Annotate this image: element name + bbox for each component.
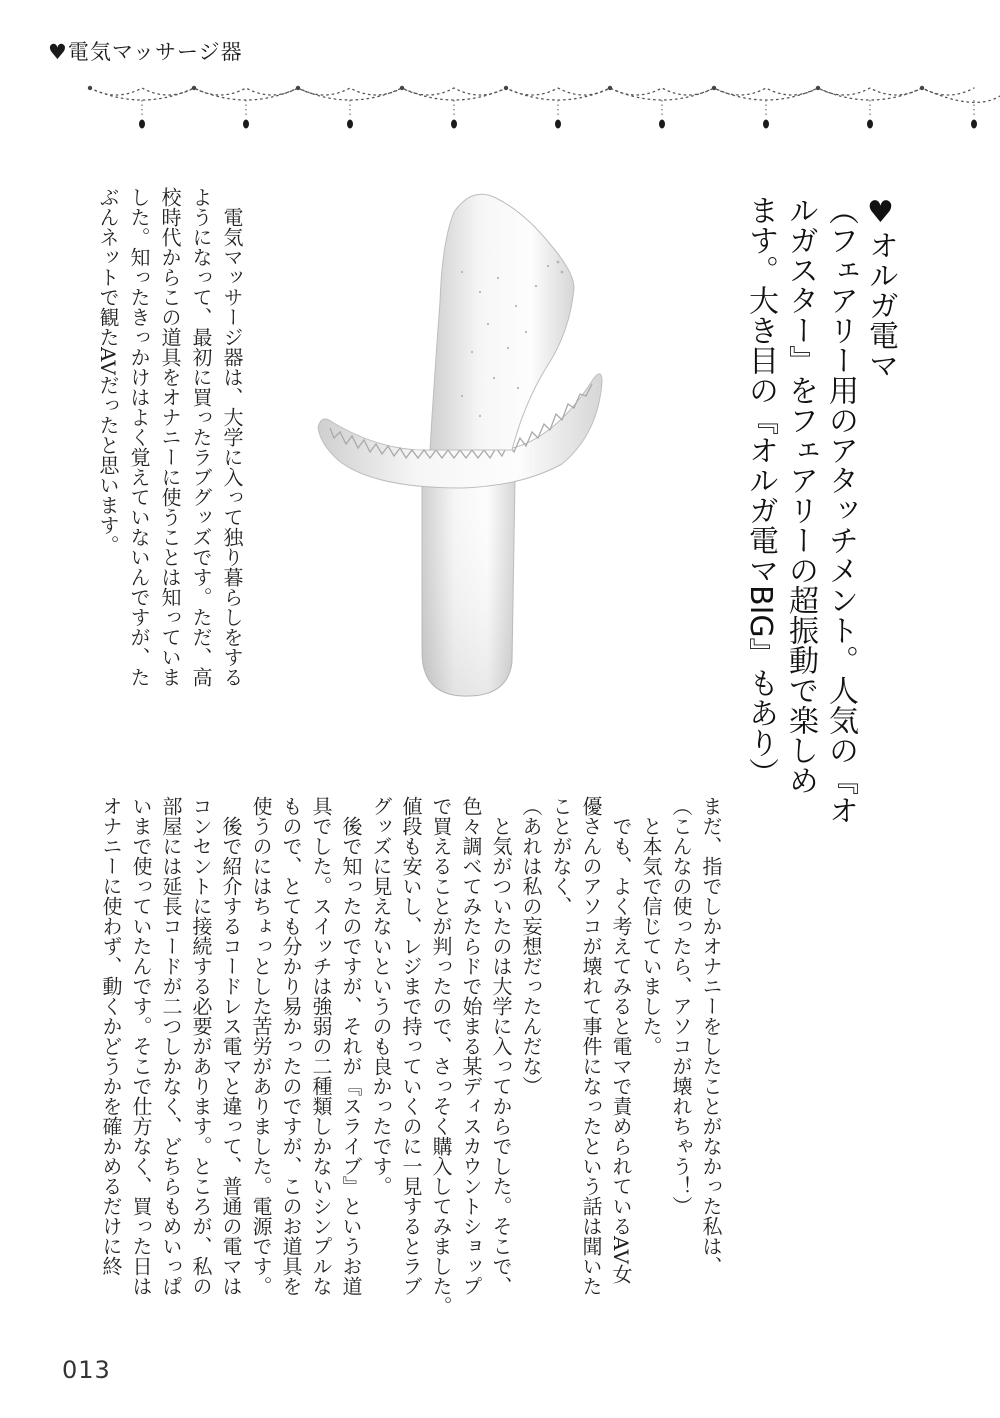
- intro-paragraph: 電気マッサージ器は、大学に入って独り暮らしをする ようになって、最初に買ったラブグッズです。ただ、高 校時代からこの道具をオナニーに使うことは知っていま した。知ったきっかけはよく覚えていないんですが、た ぶんネットで観たAVだったと思います。: [96, 187, 244, 687]
- page-number: 013: [62, 1356, 111, 1384]
- product-caption: ♥オルガ電マ （フェアリー用のアタッチメント。人気の『オ ルガスター』をフェアリーの超振動で楽しめ ます。大き目の『オルガ電マBIG』もあり）: [743, 195, 898, 825]
- body-text: まだ、指でしかオナニーをしたことがなかった私は、 （こんなの使ったら、アソコが壊れちゃう！） と本気で信じていました。 でも、よく考えてみると電マで責められているAV女 優さんのアソコが壊れて事件になったという話は聞いた ことがなく、 （あれは私の妄想だったんだな） と気がついたのは大学に入ってからでした。そこで、 色々調べてみたらドで始まる某ディスカウントショップ で買えることが判ったので、さっそく購入してみました。 値段も安いし、レジまで持っていくのに一見するとラブ グッズに見えないというのも良かったです。 後で知ったのですが、それが『スライブ』というお道 具でした。スイッチは強弱の二種類しかないシンプルな もので、とても分かり易かったのですが、このお道具を 使うのにはちょっとした苦労がありました。電源です。 後で紹介するコードレス電マと違って、普通の電マは コンセントに接続する必要があります。ところが、私の 部屋には延長コードが二つしかなく、どちらもめいっぱ いまで使っていたんです。そこで仕方なく、買った日は オナニーに使わず、動くかどうかを確かめるだけに終: [99, 796, 723, 1316]
- bead-garland-decoration: [80, 62, 1000, 142]
- section-header: ♥電気マッサージ器: [48, 40, 243, 64]
- massager-attachment-photo: [312, 182, 604, 698]
